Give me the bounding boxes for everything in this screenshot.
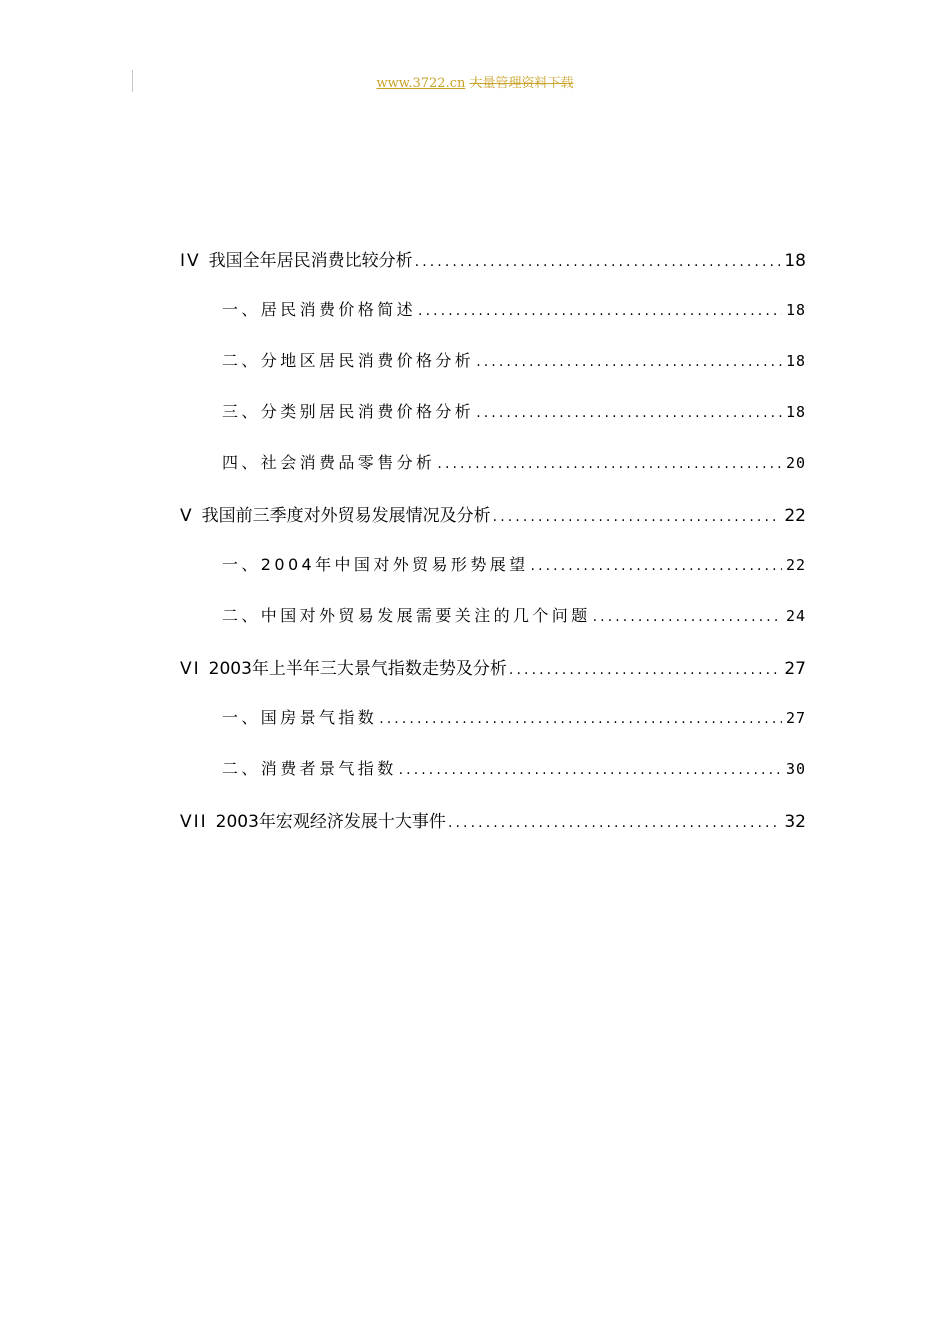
toc-subentry[interactable] [180,399,806,450]
header-url[interactable]: www.3722.cn [376,76,466,91]
toc-entry-label: 二、中国对外贸易发展需要关注的几个问题 [222,606,591,625]
toc-page-number: 22 [785,556,806,574]
toc-page-number: 18 [785,403,806,421]
toc-dot-leader [418,303,782,319]
toc-subentry[interactable] [180,297,806,348]
toc-entry-number: VII [180,812,208,832]
toc-entry-label: 二、分地区居民消费价格分析 [222,351,475,370]
toc-entry-label: 一、居民消费价格简述 [222,300,417,319]
toc-dot-leader [531,558,782,574]
toc-entry-label: 一、国房景气指数 [222,708,378,727]
toc-page-number: 30 [785,760,806,778]
toc-dot-leader [437,456,782,472]
toc-dot-leader [593,609,782,625]
toc-entry-label: 我国全年居民消费比较分析 [208,251,413,271]
toc-page-number: 32 [784,812,806,832]
toc-dot-leader [509,662,780,678]
toc-entry-number: VI [180,659,201,679]
toc-entry-number: V [180,506,194,526]
toc-subentry[interactable] [180,552,806,603]
toc-entry-vii[interactable] [180,807,806,858]
toc-entry-label: 三、分类别居民消费价格分析 [222,402,475,421]
toc-subentry[interactable] [180,450,806,501]
toc-entry-number: IV [180,251,201,271]
toc-entry-v[interactable] [180,501,806,552]
toc-entry-label: 一、2004年中国对外贸易形势展望 [222,555,529,574]
toc-page-number: 27 [785,709,806,727]
header-download-link[interactable] [0,72,950,91]
toc-page-number: 24 [785,607,806,625]
toc-dot-leader [476,354,782,370]
toc-subentry[interactable] [180,603,806,654]
toc-entry-label: 四、社会消费品零售分析 [222,453,436,472]
table-of-contents [180,246,806,858]
toc-dot-leader [415,254,781,270]
toc-page-number: 18 [785,352,806,370]
toc-entry-label: 我国前三季度对外贸易发展情况及分析 [201,506,491,526]
toc-page-number: 22 [784,506,806,526]
toc-page-number: 18 [784,251,806,271]
toc-subentry[interactable] [180,756,806,807]
toc-dot-leader [448,815,780,831]
toc-dot-leader [493,509,781,525]
toc-dot-leader [476,405,782,421]
toc-entry-vi[interactable] [180,654,806,705]
header-title[interactable]: 大量管理资料下载 [469,76,574,91]
toc-page-number: 20 [785,454,806,472]
toc-page-number: 18 [785,301,806,319]
toc-dot-leader [399,762,782,778]
toc-dot-leader [379,711,782,727]
toc-page-number: 27 [784,659,806,679]
toc-entry-label: 2003年上半年三大景气指数走势及分析 [208,659,507,679]
toc-entry-label: 二、消费者景气指数 [222,759,397,778]
toc-entry-iv[interactable] [180,246,806,297]
toc-subentry[interactable] [180,705,806,756]
toc-subentry[interactable] [180,348,806,399]
toc-entry-label: 2003年宏观经济发展十大事件 [215,812,446,832]
